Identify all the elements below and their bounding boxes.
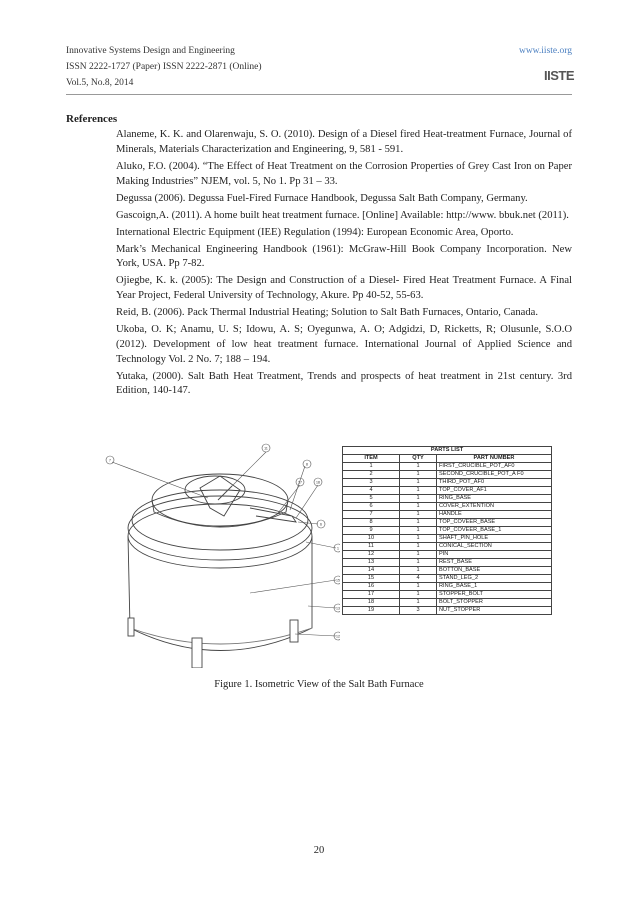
item-cell: 7: [343, 511, 400, 519]
part-number-cell: RING_BASE: [437, 495, 552, 503]
item-cell: 16: [343, 583, 400, 591]
part-number-cell: REST_BASE: [437, 559, 552, 567]
item-cell: 17: [343, 591, 400, 599]
parts-list-body: [343, 463, 552, 615]
furnace-figure: [100, 438, 570, 668]
item-cell: 14: [343, 567, 400, 575]
table-row: [343, 527, 552, 535]
references-list: [116, 128, 572, 401]
item-cell: 8: [343, 519, 400, 527]
qty-cell: 1: [400, 503, 437, 511]
qty-cell: 3: [400, 607, 437, 615]
part-number-cell: COVER_EXTENTION: [437, 503, 552, 511]
qty-cell: 1: [400, 535, 437, 543]
reference-item: Aluko, F.O. (2004). “The Effect of Heat Treatment on the Corrosion Properties of Grey Cast Iron on Paper Making Industries” NJEM, vol. 5, No 1. Pp 31 – 33.: [116, 160, 572, 187]
item-cell: 3: [343, 479, 400, 487]
table-row: [343, 495, 552, 503]
parts-list-title: PARTS LIST: [343, 447, 552, 455]
part-number-cell: HANDLE: [437, 511, 552, 519]
item-cell: 18: [343, 599, 400, 607]
volume-line: Vol.5, No.8, 2014: [66, 78, 134, 88]
qty-cell: 1: [400, 551, 437, 559]
callout-label: 7: [109, 458, 111, 463]
reference-item: Yutaka, (2000). Salt Bath Heat Treatment, Trends and prospects of heat treatment in 21st century. 3rd Edition, 140-147.: [116, 370, 572, 397]
table-row: [343, 583, 552, 591]
qty-cell: 1: [400, 599, 437, 607]
column-header: PART NUMBER: [437, 455, 552, 463]
item-cell: 6: [343, 503, 400, 511]
part-number-cell: BOLT_STOPPER: [437, 599, 552, 607]
part-number-cell: SECOND_CRUCIBLE_POT_A F0: [437, 471, 552, 479]
part-number-cell: SHAFT_PIN_HOLE: [437, 535, 552, 543]
part-number-cell: RING_BASE_1: [437, 583, 552, 591]
callout-label: 17: [298, 480, 302, 485]
table-row: [343, 479, 552, 487]
item-cell: 15: [343, 575, 400, 583]
part-number-cell: FIRST_CRUCIBLE_POT_AF0: [437, 463, 552, 471]
column-header: QTY: [400, 455, 437, 463]
table-row: [343, 487, 552, 495]
figure-caption: Figure 1. Isometric View of the Salt Bath Furnace: [214, 679, 424, 690]
item-cell: 11: [343, 543, 400, 551]
item-cell: 19: [343, 607, 400, 615]
reference-item: Gascoign,A. (2011). A home built heat treatment furnace. [Online] Available: http://www. bbuk.net (2011).: [116, 209, 569, 221]
table-row: [343, 519, 552, 527]
qty-cell: 1: [400, 567, 437, 575]
qty-cell: 1: [400, 559, 437, 567]
references-heading: References: [66, 113, 118, 125]
table-row: [343, 575, 552, 583]
callout-label: 1: [337, 546, 339, 551]
table-row: [343, 607, 552, 615]
qty-cell: 1: [400, 479, 437, 487]
reference-item: Reid, B. (2006). Pack Thermal Industrial Heating; Solution to Salt Bath Furnaces, Ontario, Canada.: [116, 307, 539, 319]
callout-label: 12: [336, 634, 340, 639]
reference-item: Alaneme, K. K. and Olarenwaju, S. O. (2010). Design of a Diesel fired Heat-treatment Furnace, Journal of Minerals, Materials Characterization and Engineering, 9, 581 - 591.: [116, 129, 572, 155]
table-row: [343, 599, 552, 607]
reference-item: International Electric Equipment (IEE) Regulation (1994): European Economic Area, Oporto.: [116, 226, 514, 238]
table-row: [343, 503, 552, 511]
column-header: ITEM: [343, 455, 400, 463]
part-number-cell: STOPPER_BOLT: [437, 591, 552, 599]
part-number-cell: TOP_COVEER_BASE: [437, 519, 552, 527]
part-number-cell: TOP_COVEER_BASE_1: [437, 527, 552, 535]
qty-cell: 1: [400, 591, 437, 599]
table-row: [343, 535, 552, 543]
item-cell: 13: [343, 559, 400, 567]
part-number-cell: PIN: [437, 551, 552, 559]
callout-label: 8: [306, 462, 308, 467]
callout-label: 11: [264, 446, 268, 451]
header-divider: [66, 94, 572, 95]
part-number-cell: CONICAL_SECTION: [437, 543, 552, 551]
part-number-cell: TOP_COVER_AF1: [437, 487, 552, 495]
reference-item: Degussa (2006). Degussa Fuel-Fired Furnace Handbook, Degussa Salt Bath Company, Germany.: [116, 192, 528, 204]
part-number-cell: THIRD_POT_AF0: [437, 479, 552, 487]
table-row: [343, 543, 552, 551]
qty-cell: 1: [400, 527, 437, 535]
table-row: [343, 511, 552, 519]
qty-cell: 1: [400, 463, 437, 471]
item-cell: 5: [343, 495, 400, 503]
qty-cell: 1: [400, 471, 437, 479]
table-row: [343, 471, 552, 479]
part-number-cell: BOTTON_BASE: [437, 567, 552, 575]
iiste-logo: [544, 62, 575, 84]
table-row: [343, 463, 552, 471]
qty-cell: 1: [400, 543, 437, 551]
table-row: [343, 591, 552, 599]
callout-label: 18: [316, 480, 320, 485]
reference-item: Ukoba, O. K; Anamu, U. S; Idowu, A. S; Oyegunwa, A. O; Adgidzi, D, Ricketts, R; Olusunle, S.O.O (2012). Development of low heat treatment furnace. International Journal of Applied Science and Technology Vol. 2 No. 7; 188 – 194.: [116, 324, 572, 365]
qty-cell: 4: [400, 575, 437, 583]
callout-label: 6: [320, 522, 322, 527]
qty-cell: 1: [400, 519, 437, 527]
item-cell: 1: [343, 463, 400, 471]
item-cell: 4: [343, 487, 400, 495]
qty-cell: 1: [400, 495, 437, 503]
table-row: [343, 567, 552, 575]
qty-cell: 1: [400, 583, 437, 591]
item-cell: 9: [343, 527, 400, 535]
callout-label: 15: [336, 578, 340, 583]
reference-item: Mark’s Mechanical Engineering Handbook (1961): McGraw-Hill Book Company Incorporation. New York, USA. Pp 7-82.: [116, 243, 572, 270]
parts-list-table: [342, 446, 552, 615]
furnace-drawing: [100, 438, 340, 668]
item-cell: 10: [343, 535, 400, 543]
journal-url-link[interactable]: www.iiste.org: [518, 46, 572, 56]
callout-label: 13: [336, 606, 340, 611]
qty-cell: 1: [400, 511, 437, 519]
qty-cell: 1: [400, 487, 437, 495]
reference-item: Ojiegbe, K. k. (2005): The Design and Construction of a Diesel- Fired Heat Treatment Furnace. A Final Year Project, Federal University of Technology, Akure. Pp 40-52, 55-63.: [116, 275, 572, 302]
issn-line: ISSN 2222-1727 (Paper) ISSN 2222-2871 (Online): [66, 62, 262, 72]
journal-name: Innovative Systems Design and Engineering: [66, 46, 235, 56]
page-number: 20: [313, 845, 325, 856]
iiste-logo-text: IISTE: [544, 68, 575, 83]
table-row: [343, 551, 552, 559]
part-number-cell: NUT_STOPPER: [437, 607, 552, 615]
item-cell: 12: [343, 551, 400, 559]
part-number-cell: STAND_LEG_2: [437, 575, 552, 583]
item-cell: 2: [343, 471, 400, 479]
table-row: [343, 559, 552, 567]
